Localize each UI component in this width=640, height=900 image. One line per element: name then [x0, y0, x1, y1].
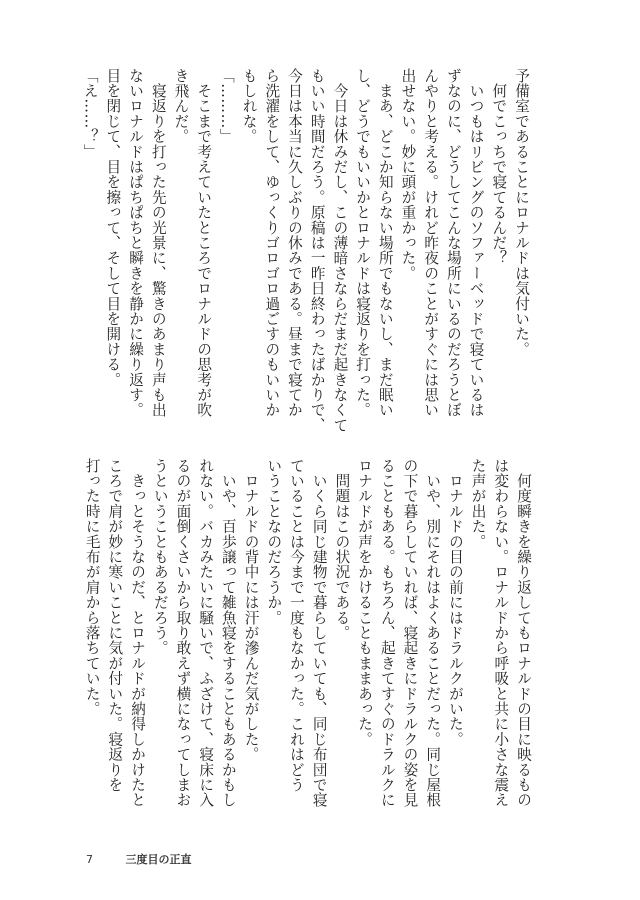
text-line: いくら同じ建物で暮らしていても、同じ布団で寝: [310, 458, 328, 808]
text-line: は変わらない。ロナルドから呼吸と共に小さな震え: [492, 458, 510, 808]
text-line: いつもはリビングのソファーベッドで寝ているは: [467, 68, 485, 418]
text-line: いや、百歩譲って雑魚寝をすることもあるかもし: [219, 458, 237, 808]
text-block-bottom: [80, 458, 534, 820]
text-line: 打った時に毛布が肩から落ちていた。: [83, 458, 101, 717]
text-line: るのが面倒くさいから取り敢えず横になってしまお: [174, 458, 192, 808]
page-number: 7: [86, 853, 93, 866]
text-line: 寝返りを打った先の光景に、驚きのあまり声も出: [149, 68, 167, 418]
text-line: ないロナルドはぱちぱちと瞬きを静かに繰り返す。: [127, 68, 145, 418]
text-line: 今日は本当に久しぶりの休みである。昼まで寝てか: [285, 68, 303, 418]
text-line: 「………」: [217, 68, 235, 144]
text-line: ころで肩が妙に寒いことに気が付いた。寝返りを: [106, 458, 124, 793]
text-line: きっとそうなのだ、とロナルドが納得しかけたと: [129, 458, 147, 808]
text-line: き飛んだ。: [172, 68, 190, 144]
text-line: んやりと考える。けれど昨夜のことがすぐには思い: [422, 68, 440, 418]
text-line: 今日は休みだし、この薄暗さならだまだ起きなくて: [331, 68, 349, 433]
text-line: 出せない。妙に頭が重かった。: [399, 68, 417, 281]
text-line: そこまで考えていたところでロナルドの思考が吹: [195, 68, 213, 418]
text-line: もしれな。: [240, 68, 258, 144]
text-line: ていることは今まで一度もなかった。これはどう: [287, 458, 305, 793]
text-line: うということもあるだろう。: [151, 458, 169, 656]
text-line: ロナルドの背中には汗が滲んだ気がした。: [242, 458, 260, 762]
text-line: 何度瞬きを繰り返してもロナルドの目に映るもの: [515, 458, 532, 808]
text-line: ロナルドが声をかけることもままあった。: [356, 458, 374, 747]
text-line: ることもある。もちろん、起きてすぐのドラルクに: [378, 458, 396, 808]
text-line: れない。バカみたいに騒いで、ふざけて、寝床に入: [197, 458, 215, 808]
text-block-top: [78, 68, 532, 432]
text-line: の下で暮らしていれば、寝起きにドラルクの姿を見: [401, 458, 419, 808]
text-line: まあ、どこか知らない場所でもないし、まだ眠い: [376, 68, 394, 418]
chapter-title: 三度目の正直: [125, 853, 192, 866]
text-line: いうことなのだろうか。: [265, 458, 283, 626]
text-line: 目を閉じて、目を擦って、そして目を開ける。: [104, 68, 122, 388]
text-line: ら洗濯をして、ゆっくりゴロゴロ過ごすのもいいか: [263, 68, 281, 418]
text-line: ずなのに、どうしてこんな場所にいるのだろうとぼ: [444, 68, 462, 418]
text-line: 問題はこの状況である。: [333, 458, 351, 641]
text-line: ロナルドの目の前にはドラルクがいた。: [446, 458, 464, 747]
text-line: いや、別にそれはよくあることだった。同じ屋根: [424, 458, 442, 808]
text-line: し、どうでもいいかとロナルドは寝返りを打った。: [354, 68, 372, 418]
text-line: 「え……？」: [81, 68, 99, 160]
text-line: 予備室であることにロナルドは気付いた。: [513, 68, 530, 357]
text-line: た声が出た。: [469, 458, 487, 550]
text-line: 何でこっちで寝てるんだ？: [490, 68, 508, 266]
page-footer: [86, 851, 192, 867]
text-line: もいい時間だろう。原稿は一昨日終わったばかりで、: [308, 68, 326, 433]
